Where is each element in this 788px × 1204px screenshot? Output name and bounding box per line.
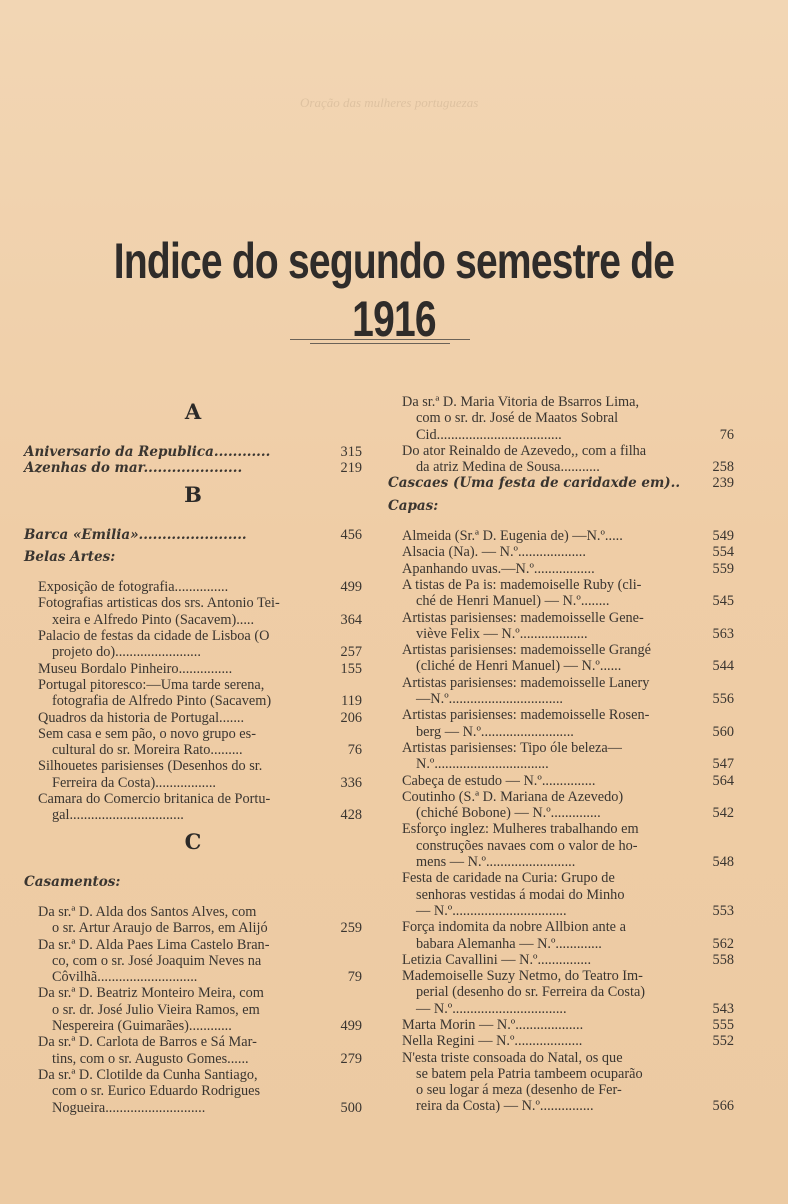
index-entry (24, 710, 362, 726)
entry-line: Da sr.ª D. Beatriz Monteiro Meira, com (38, 985, 264, 1002)
entry-text (402, 675, 694, 708)
entry-line: Mademoiselle Suzy Netmo, do Teatro Im- (402, 968, 643, 985)
entry-line: Apanhando uvas.—N.º................. (402, 560, 595, 577)
page-number: 239 (712, 475, 734, 492)
index-entry (388, 952, 734, 968)
entry-text (402, 952, 694, 968)
index-entry (24, 444, 362, 460)
index-entry (24, 595, 362, 628)
page-number: 553 (712, 902, 734, 919)
entry-line: Côvilhã............................ (52, 969, 198, 986)
entry-line: Sem casa e sem pão, o novo grupo es- (38, 725, 256, 742)
entry-line: Museu Bordalo Pinheiro............... (38, 660, 233, 677)
page-number: 499 (340, 1018, 362, 1035)
index-column-right (388, 394, 734, 1115)
page-number: 549 (712, 528, 734, 545)
title-rule-short (310, 343, 450, 344)
page-number: 563 (712, 625, 734, 642)
section-heading: Belas Artes: (24, 548, 116, 565)
entry-line: —N.º................................ (416, 691, 564, 708)
page-number: 206 (340, 709, 362, 726)
entry-text (24, 527, 322, 543)
entry-text (38, 710, 322, 726)
entry-text (38, 1067, 322, 1116)
section-letter: A (184, 399, 202, 424)
entry-text (402, 610, 694, 643)
entry-text (402, 919, 694, 952)
index-entry (388, 610, 734, 643)
page-number: 545 (712, 593, 734, 610)
entry-text (402, 707, 694, 740)
section-heading: Capas: (388, 497, 439, 514)
page-number: 562 (712, 935, 734, 952)
entry-line: Azenhas do mar..................... (24, 460, 243, 477)
page-number: 554 (712, 544, 734, 561)
page-number: 428 (340, 807, 362, 824)
entry-line: (cliché de Henri Manuel) — N.º...... (416, 658, 622, 675)
entry-text (402, 642, 694, 675)
entry-line: tins, com o sr. Augusto Gomes...... (52, 1050, 249, 1067)
page-number: 315 (340, 444, 362, 460)
entry-line: N'esta triste consoada do Natal, os que (402, 1049, 623, 1066)
page-number: 499 (340, 579, 362, 596)
entry-line: Da sr.ª D. Carlota de Barros e Sá Mar- (38, 1034, 257, 1051)
entry-line: Cascaes (Uma festa de caridaxde em).. (388, 475, 681, 492)
entry-text (402, 544, 694, 560)
entry-text (402, 870, 694, 919)
page-number: 219 (340, 460, 362, 477)
entry-line: Aniversario da Republica............ (24, 444, 271, 460)
page-number: 456 (340, 526, 362, 543)
entry-line: Nogueira............................ (52, 1099, 206, 1116)
index-entry (24, 661, 362, 677)
entry-text (402, 821, 694, 870)
index-entry (388, 577, 734, 610)
entry-line: reira da Costa) — N.º............... (416, 1098, 594, 1115)
page-number: 257 (340, 644, 362, 661)
index-entry (388, 675, 734, 708)
entry-line: Força indomita da nobre Allbion ante a (402, 919, 626, 936)
entry-line: com o sr. dr. José de Maatos Sobral (416, 410, 619, 427)
page-number: 560 (712, 723, 734, 740)
entry-text (402, 1017, 694, 1033)
page-number: 552 (712, 1033, 734, 1050)
entry-line: Fotografias artisticas dos srs. Antonio Tei- (38, 595, 280, 612)
entry-text (38, 791, 322, 824)
index-column-left (24, 394, 362, 1116)
entry-text (38, 985, 322, 1034)
index-entry (388, 919, 734, 952)
entry-text (402, 1033, 694, 1049)
entry-line: Cid................................... (416, 426, 562, 443)
index-entry (24, 1034, 362, 1067)
entry-text (402, 528, 694, 544)
entry-line: Barca «Emilia»....................... (24, 526, 247, 543)
bleed-through-text: Oração das mulheres portuguezas (300, 95, 479, 110)
page-number: 76 (347, 742, 362, 759)
entry-line: da atriz Medina de Sousa........... (416, 459, 600, 476)
page-number: 566 (712, 1098, 734, 1115)
page-number: 548 (712, 854, 734, 871)
entry-text (402, 968, 694, 1017)
index-entry (388, 475, 734, 491)
entry-text (402, 394, 694, 443)
page-number: 79 (347, 969, 362, 986)
index-entry (24, 460, 362, 476)
index-entry (24, 579, 362, 595)
entry-line: Camara do Comercio britanica de Portu- (38, 791, 271, 808)
entry-line: Portugal pitoresco:—Uma tarde serena, (38, 676, 265, 693)
index-entry (388, 821, 734, 870)
page-number: 279 (340, 1050, 362, 1067)
page-number: 542 (712, 805, 734, 822)
entry-text (402, 443, 694, 476)
entry-line: Coutinho (S.ª D. Mariana de Azevedo) (402, 788, 624, 805)
entry-line: Festa de caridade na Curia: Grupo de (402, 870, 615, 887)
index-entry (24, 937, 362, 986)
entry-line: babara Alemanha — N.º............. (416, 935, 602, 952)
entry-line: o sr. Artur Araujo de Barros, em Alijó (52, 920, 268, 937)
index-entry (388, 789, 734, 822)
entry-line: Do ator Reinaldo de Azevedo,, com a filha (402, 442, 647, 459)
page-number: 500 (340, 1099, 362, 1116)
entry-line: o seu logar á meza (desenho de Fer- (416, 1082, 622, 1099)
page-number: 555 (712, 1016, 734, 1033)
page-number: 364 (340, 611, 362, 628)
index-entry (388, 561, 734, 577)
entry-line: projeto do)........................ (52, 644, 201, 661)
entry-text (402, 1050, 694, 1115)
entry-line: Artistas parisienses: mademoisselle Grangé (402, 642, 651, 659)
section-letter: B (184, 481, 202, 507)
index-entry (388, 707, 734, 740)
entry-text (402, 789, 694, 822)
entry-line: A tistas de Pa is: mademoiselle Ruby (cli- (402, 576, 642, 593)
entry-text (38, 937, 322, 986)
entry-line: Ferreira da Costa)................. (52, 774, 216, 791)
entry-line: Nespereira (Guimarães)............ (52, 1018, 232, 1035)
entry-line: Almeida (Sr.ª D. Eugenia de) —N.º..... (402, 528, 623, 545)
index-entry (24, 758, 362, 791)
entry-line: Artistas parisienses: Tipo óle beleza— (402, 739, 622, 756)
entry-line: Artistas parisienses: mademoisselle Gene- (402, 609, 644, 626)
page-number: 559 (712, 560, 734, 577)
index-entry (388, 528, 734, 544)
index-entry (24, 628, 362, 661)
index-entry (388, 968, 734, 1017)
page-number: 258 (712, 459, 734, 476)
entry-line: Silhouetes parisienses (Desenhos do sr. (38, 758, 263, 775)
entry-line: construções navaes com o valor de ho- (416, 837, 638, 854)
entry-line: Cabeça de estudo — N.º............... (402, 772, 596, 789)
title-rule (290, 339, 470, 340)
entry-line: cultural do sr. Moreira Rato......... (52, 742, 243, 759)
entry-line: Artistas parisienses: mademoisselle Rosen- (402, 707, 650, 724)
index-entry (388, 773, 734, 789)
entry-line: Letizia Cavallini — N.º............... (402, 951, 592, 968)
entry-line: Nella Regini — N.º................... (402, 1033, 583, 1050)
entry-line: fotografia de Alfredo Pinto (Sacavem) (52, 693, 272, 710)
index-entry (24, 791, 362, 824)
page-number: 336 (340, 774, 362, 791)
entry-text (38, 661, 322, 677)
index-entry (24, 1067, 362, 1116)
entry-text (24, 460, 322, 476)
entry-line: Exposição de fotografia............... (38, 579, 229, 596)
entry-line: xeira e Alfredo Pinto (Sacavem)..... (52, 611, 255, 628)
entry-line: Da sr.ª D. Maria Vitoria de Bsarros Lima, (402, 394, 640, 410)
page-number: 155 (340, 660, 362, 677)
page-number: 119 (341, 693, 362, 710)
entry-line: Da sr.ª D. Alda dos Santos Alves, com (38, 903, 257, 920)
entry-text (38, 1034, 322, 1067)
entry-line: mens — N.º......................... (416, 854, 576, 871)
index-entry (388, 394, 734, 443)
entry-text (38, 579, 322, 595)
page-number: 556 (712, 691, 734, 708)
page-number: 259 (340, 920, 362, 937)
index-entry (388, 740, 734, 773)
page-title: Indice do segundo semestre de 1916 (113, 233, 675, 347)
entry-line: perial (desenho do sr. Ferreira da Costa) (416, 984, 646, 1001)
entry-line: viève Felix — N.º................... (416, 625, 588, 642)
entry-text (38, 726, 322, 759)
index-entry (388, 642, 734, 675)
entry-text (402, 740, 694, 773)
entry-line: ché de Henri Manuel) — N.º........ (416, 593, 610, 610)
entry-line: N.º................................ (416, 756, 549, 773)
page-number: 76 (719, 426, 734, 443)
index-entry (388, 1050, 734, 1115)
entry-line: o sr. dr. José Julio Vieira Ramos, em (52, 1001, 260, 1018)
entry-line: se batem pela Patria tambeem ocuparão (416, 1065, 643, 1082)
index-entry (388, 544, 734, 560)
entry-line: Alsacia (Na). — N.º................... (402, 544, 586, 561)
index-entry (388, 1033, 734, 1049)
index-entry (388, 443, 734, 476)
entry-text (38, 595, 322, 628)
section-letter: C (184, 828, 202, 854)
entry-text (402, 577, 694, 610)
entry-line: Marta Morin — N.º................... (402, 1016, 584, 1033)
entry-line: Esforço inglez: Mulheres trabalhando em (402, 821, 639, 838)
entry-text (24, 444, 322, 460)
entry-line: berg — N.º.......................... (416, 723, 574, 740)
index-entry (24, 726, 362, 759)
entry-text (38, 628, 322, 661)
entry-text (38, 904, 322, 937)
page-number: 543 (712, 1000, 734, 1017)
page-number: 547 (712, 756, 734, 773)
entry-line: — N.º................................ (416, 902, 567, 919)
index-entry (24, 677, 362, 710)
entry-line: com o sr. Eurico Eduardo Rodrigues (52, 1083, 261, 1100)
page-number: 544 (712, 658, 734, 675)
entry-text (38, 758, 322, 791)
index-entry (24, 985, 362, 1034)
section-heading: Casamentos: (24, 873, 121, 890)
index-entry (388, 1017, 734, 1033)
entry-text (402, 773, 694, 789)
entry-line: (chiché Bobone) — N.º.............. (416, 805, 601, 822)
index-entry (24, 527, 362, 543)
index-entry (24, 904, 362, 937)
page-number: 558 (712, 951, 734, 968)
entry-line: co, com o sr. José Joaquim Neves na (52, 952, 262, 969)
entry-line: Palacio de festas da cidade de Lisboa (O (38, 628, 270, 645)
entry-line: — N.º................................ (416, 1000, 567, 1017)
entry-text (388, 475, 694, 491)
entry-text (38, 677, 322, 710)
entry-line: Da sr.ª D. Alda Paes Lima Castelo Bran- (38, 936, 270, 953)
index-entry (388, 870, 734, 919)
entry-line: Quadros da historia de Portugal....... (38, 709, 245, 726)
entry-line: senhoras vestidas á modai do Minho (416, 886, 625, 903)
entry-line: Artistas parisienses: mademoisselle Lanery (402, 674, 650, 691)
entry-text (402, 561, 694, 577)
entry-line: gal................................ (52, 807, 184, 824)
page-number: 564 (712, 772, 734, 789)
entry-line: Da sr.ª D. Clotilde da Cunha Santiago, (38, 1066, 258, 1083)
